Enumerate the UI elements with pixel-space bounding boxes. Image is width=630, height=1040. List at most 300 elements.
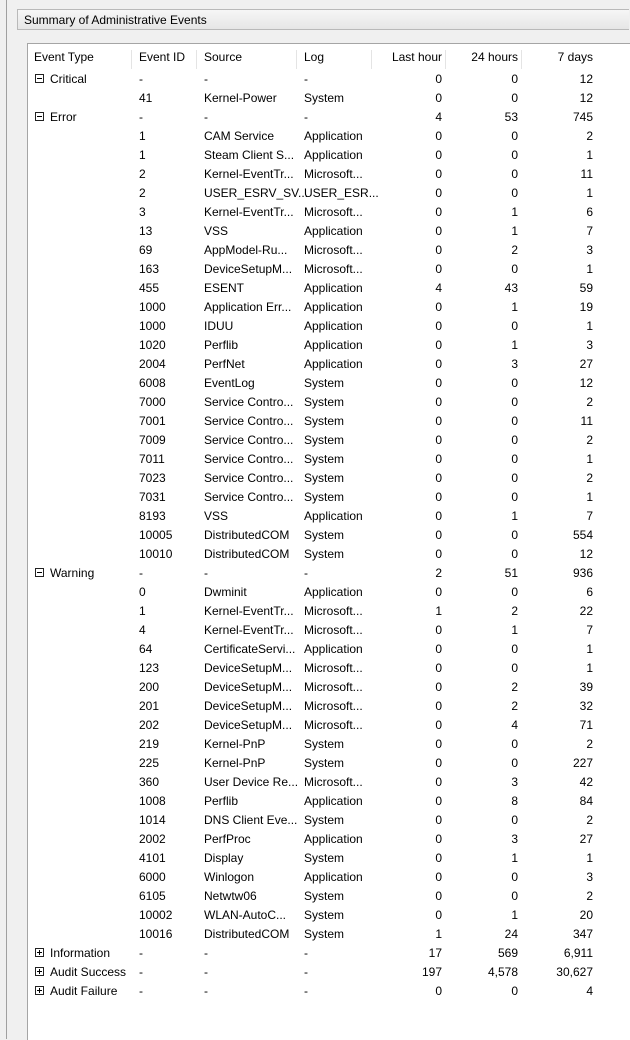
event-id-cell: 200: [139, 680, 160, 694]
column-header-last-hour[interactable]: Last hour: [372, 50, 446, 69]
table-row[interactable]: [28, 868, 630, 887]
event-id-cell: 6000: [139, 870, 166, 884]
source-cell: DeviceSetupM...: [204, 661, 293, 675]
table-row[interactable]: [28, 659, 630, 678]
last-hour-cell: 0: [435, 357, 442, 371]
group-row[interactable]: [28, 564, 630, 583]
source-cell: DNS Client Eve...: [204, 813, 298, 827]
7-days-cell: 347: [572, 927, 593, 941]
last-hour-cell: 0: [435, 680, 442, 694]
event-id-cell: -: [139, 946, 143, 960]
event-id-cell: 123: [139, 661, 160, 675]
event-type-cell: Information: [50, 946, 111, 960]
source-cell: USER_ESRV_SV...: [204, 186, 309, 200]
source-cell: -: [204, 965, 208, 979]
log-cell: System: [304, 471, 345, 485]
event-type-cell: Critical: [50, 72, 87, 86]
24-hours-cell: 0: [511, 889, 518, 903]
24-hours-cell: 0: [511, 642, 518, 656]
24-hours-cell: 0: [511, 547, 518, 561]
24-hours-cell: 0: [511, 414, 518, 428]
last-hour-cell: 0: [435, 794, 442, 808]
event-id-cell: 7000: [139, 395, 166, 409]
source-cell: Kernel-EventTr...: [204, 604, 294, 618]
table-row[interactable]: [28, 735, 630, 754]
7-days-cell: 32: [579, 699, 593, 713]
log-cell: Application: [304, 224, 363, 238]
last-hour-cell: 0: [435, 908, 442, 922]
24-hours-cell: 3: [511, 775, 518, 789]
last-hour-cell: 0: [435, 851, 442, 865]
table-row[interactable]: [28, 241, 630, 260]
event-id-cell: 2: [139, 186, 146, 200]
24-hours-cell: 0: [511, 319, 518, 333]
last-hour-cell: 0: [435, 889, 442, 903]
column-header-7-days[interactable]: 7 days: [557, 50, 593, 64]
column-header-log[interactable]: Log: [297, 50, 372, 69]
7-days-cell: 59: [579, 281, 593, 295]
7-days-cell: 7: [586, 224, 593, 238]
last-hour-cell: 0: [435, 129, 442, 143]
7-days-cell: 1: [586, 851, 593, 865]
7-days-cell: 39: [579, 680, 593, 694]
last-hour-cell: 0: [435, 205, 442, 219]
24-hours-cell: 1: [511, 509, 518, 523]
table-row[interactable]: [28, 887, 630, 906]
source-cell: Winlogon: [204, 870, 255, 884]
table-row[interactable]: [28, 849, 630, 868]
table-row[interactable]: [28, 811, 630, 830]
log-cell: System: [304, 927, 345, 941]
event-id-cell: 10016: [139, 927, 173, 941]
log-cell: Microsoft...: [304, 623, 363, 637]
7-days-cell: 2: [586, 471, 593, 485]
24-hours-cell: 0: [511, 471, 518, 485]
event-id-cell: 7001: [139, 414, 166, 428]
table-row[interactable]: [28, 222, 630, 241]
table-row[interactable]: [28, 488, 630, 507]
log-cell: -: [304, 566, 308, 580]
table-body: [28, 70, 630, 1001]
last-hour-cell: 0: [435, 832, 442, 846]
source-cell: DeviceSetupM...: [204, 262, 293, 276]
24-hours-cell: 1: [511, 908, 518, 922]
source-cell: -: [204, 946, 208, 960]
7-days-cell: 12: [579, 547, 593, 561]
source-cell: -: [204, 110, 208, 124]
24-hours-cell: 0: [511, 395, 518, 409]
7-days-cell: 6: [586, 205, 593, 219]
source-cell: Kernel-EventTr...: [204, 167, 294, 181]
24-hours-cell: 1: [511, 623, 518, 637]
event-id-cell: 0: [139, 585, 146, 599]
log-cell: Application: [304, 338, 363, 352]
log-cell: System: [304, 433, 345, 447]
source-cell: Application Err...: [204, 300, 292, 314]
source-cell: DistributedCOM: [204, 528, 290, 542]
event-id-cell: 10002: [139, 908, 173, 922]
source-cell: Dwminit: [204, 585, 247, 599]
table-row[interactable]: [28, 507, 630, 526]
event-id-cell: 64: [139, 642, 153, 656]
log-cell: System: [304, 756, 345, 770]
7-days-cell: 1: [586, 148, 593, 162]
event-id-cell: 1014: [139, 813, 166, 827]
event-id-cell: 1: [139, 129, 146, 143]
log-cell: Application: [304, 129, 363, 143]
last-hour-cell: 2: [435, 566, 442, 580]
24-hours-cell: 3: [511, 832, 518, 846]
last-hour-cell: 0: [435, 775, 442, 789]
table-row[interactable]: [28, 127, 630, 146]
table-row[interactable]: [28, 602, 630, 621]
group-row[interactable]: [28, 963, 630, 982]
table-row[interactable]: [28, 203, 630, 222]
column-header-event-id[interactable]: Event ID: [132, 50, 197, 69]
7-days-cell: 12: [579, 91, 593, 105]
source-cell: Perflib: [204, 338, 239, 352]
log-cell: -: [304, 72, 308, 86]
24-hours-cell: 1: [511, 338, 518, 352]
log-cell: Microsoft...: [304, 661, 363, 675]
source-cell: PerfNet: [204, 357, 245, 371]
last-hour-cell: 0: [435, 319, 442, 333]
expand-icon[interactable]: [35, 986, 44, 995]
table-row[interactable]: [28, 450, 630, 469]
log-cell: Microsoft...: [304, 680, 363, 694]
24-hours-cell: 0: [511, 262, 518, 276]
event-id-cell: 1: [139, 604, 146, 618]
last-hour-cell: 0: [435, 72, 442, 86]
group-row[interactable]: [28, 982, 630, 1001]
log-cell: System: [304, 395, 345, 409]
last-hour-cell: 0: [435, 623, 442, 637]
7-days-cell: 2: [586, 813, 593, 827]
table-row[interactable]: [28, 925, 630, 944]
log-cell: Microsoft...: [304, 699, 363, 713]
log-cell: Application: [304, 357, 363, 371]
source-cell: Kernel-PnP: [204, 737, 266, 751]
source-cell: EventLog: [204, 376, 255, 390]
24-hours-cell: 0: [511, 167, 518, 181]
log-cell: System: [304, 889, 345, 903]
last-hour-cell: 0: [435, 661, 442, 675]
log-cell: System: [304, 547, 345, 561]
table-row[interactable]: [28, 165, 630, 184]
event-id-cell: 4101: [139, 851, 166, 865]
table-row[interactable]: [28, 830, 630, 849]
event-id-cell: 1008: [139, 794, 166, 808]
summary-title: Summary of Administrative Events: [24, 13, 207, 27]
group-row[interactable]: [28, 944, 630, 963]
table-row[interactable]: [28, 545, 630, 564]
log-cell: System: [304, 528, 345, 542]
7-days-cell: 22: [579, 604, 593, 618]
7-days-cell: 27: [579, 832, 593, 846]
table-row[interactable]: [28, 355, 630, 374]
table-row[interactable]: [28, 393, 630, 412]
table-row[interactable]: [28, 792, 630, 811]
log-cell: System: [304, 452, 345, 466]
event-id-cell: 1000: [139, 300, 166, 314]
collapse-icon[interactable]: [35, 74, 44, 83]
event-id-cell: 1020: [139, 338, 166, 352]
7-days-cell: 11: [580, 167, 593, 181]
table-row[interactable]: [28, 431, 630, 450]
7-days-cell: 1: [586, 186, 593, 200]
table-row[interactable]: [28, 298, 630, 317]
event-id-cell: -: [139, 566, 143, 580]
table-row[interactable]: [28, 412, 630, 431]
24-hours-cell: 0: [511, 376, 518, 390]
group-row[interactable]: [28, 70, 630, 89]
summary-header-bar[interactable]: [17, 9, 629, 30]
last-hour-cell: 0: [435, 471, 442, 485]
24-hours-cell: 0: [511, 737, 518, 751]
7-days-cell: 30,627: [556, 965, 593, 979]
table-row[interactable]: [28, 621, 630, 640]
column-header-event-type[interactable]: Event Type: [28, 50, 132, 69]
table-row[interactable]: [28, 754, 630, 773]
collapse-icon[interactable]: [35, 112, 44, 121]
event-type-cell: Audit Success: [50, 965, 127, 979]
source-cell: Service Contro...: [204, 490, 294, 504]
event-id-cell: 7031: [139, 490, 166, 504]
table-row[interactable]: [28, 146, 630, 165]
7-days-cell: 7: [586, 509, 593, 523]
24-hours-cell: 0: [511, 72, 518, 86]
last-hour-cell: 0: [435, 262, 442, 276]
log-cell: Application: [304, 148, 363, 162]
log-cell: -: [304, 984, 308, 998]
event-id-cell: 225: [139, 756, 160, 770]
log-cell: System: [304, 91, 345, 105]
24-hours-cell: 0: [511, 91, 518, 105]
source-cell: AppModel-Ru...: [204, 243, 288, 257]
source-cell: User Device Re...: [204, 775, 299, 789]
last-hour-cell: 0: [435, 547, 442, 561]
log-cell: Application: [304, 319, 363, 333]
table-row[interactable]: [28, 260, 630, 279]
7-days-cell: 6: [586, 585, 593, 599]
last-hour-cell: 0: [435, 528, 442, 542]
source-cell: WLAN-AutoC...: [204, 908, 287, 922]
source-cell: Service Contro...: [204, 395, 294, 409]
24-hours-cell: 3: [511, 357, 518, 371]
table-row[interactable]: [28, 640, 630, 659]
event-id-cell: 8193: [139, 509, 166, 523]
7-days-cell: 19: [579, 300, 593, 314]
7-days-cell: 2: [586, 889, 593, 903]
last-hour-cell: 0: [435, 699, 442, 713]
24-hours-cell: 4: [511, 718, 518, 732]
table-row[interactable]: [28, 89, 630, 108]
last-hour-cell: 0: [435, 756, 442, 770]
log-cell: Application: [304, 300, 363, 314]
log-cell: -: [304, 965, 308, 979]
7-days-cell: 11: [580, 414, 593, 428]
source-cell: -: [204, 72, 208, 86]
last-hour-cell: 4: [435, 110, 442, 124]
source-cell: IDUU: [204, 319, 234, 333]
last-hour-cell: 0: [435, 737, 442, 751]
source-cell: Perflib: [204, 794, 239, 808]
table-row[interactable]: [28, 697, 630, 716]
source-cell: CertificateServi...: [204, 642, 296, 656]
log-cell: Microsoft...: [304, 604, 363, 618]
last-hour-cell: 0: [435, 300, 442, 314]
24-hours-cell: 0: [511, 129, 518, 143]
table-row[interactable]: [28, 279, 630, 298]
event-id-cell: 202: [139, 718, 160, 732]
log-cell: System: [304, 490, 345, 504]
events-table: [27, 43, 630, 1040]
event-id-cell: 10005: [139, 528, 173, 542]
last-hour-cell: 0: [435, 642, 442, 656]
7-days-cell: 3: [586, 243, 593, 257]
log-cell: Application: [304, 642, 363, 656]
source-cell: Service Contro...: [204, 471, 294, 485]
last-hour-cell: 0: [435, 91, 442, 105]
last-hour-cell: 0: [435, 414, 442, 428]
24-hours-cell: 1: [511, 300, 518, 314]
24-hours-cell: 2: [511, 699, 518, 713]
source-cell: DistributedCOM: [204, 547, 290, 561]
table-row[interactable]: [28, 317, 630, 336]
log-cell: Application: [304, 832, 363, 846]
last-hour-cell: 1: [435, 604, 442, 618]
source-cell: ESENT: [204, 281, 245, 295]
24-hours-cell: 8: [511, 794, 518, 808]
source-cell: Service Contro...: [204, 433, 294, 447]
log-cell: System: [304, 813, 345, 827]
table-row[interactable]: [28, 678, 630, 697]
source-cell: -: [204, 984, 208, 998]
event-id-cell: 455: [139, 281, 160, 295]
7-days-cell: 1: [586, 452, 593, 466]
event-id-cell: 69: [139, 243, 153, 257]
log-cell: System: [304, 376, 345, 390]
log-cell: Microsoft...: [304, 167, 363, 181]
event-id-cell: 2002: [139, 832, 166, 846]
source-cell: DeviceSetupM...: [204, 718, 293, 732]
event-id-cell: 7011: [139, 452, 165, 466]
column-header-24-hours[interactable]: 24 hours: [446, 50, 522, 69]
event-id-cell: 360: [139, 775, 160, 789]
last-hour-cell: 0: [435, 433, 442, 447]
table-row[interactable]: [28, 773, 630, 792]
24-hours-cell: 51: [504, 566, 518, 580]
source-cell: Kernel-EventTr...: [204, 623, 294, 637]
table-header: [28, 44, 630, 70]
last-hour-cell: 0: [435, 813, 442, 827]
7-days-cell: 84: [579, 794, 593, 808]
24-hours-cell: 0: [511, 452, 518, 466]
collapse-icon[interactable]: [35, 568, 44, 577]
24-hours-cell: 0: [511, 148, 518, 162]
7-days-cell: 3: [586, 338, 593, 352]
expand-icon[interactable]: [35, 967, 44, 976]
7-days-cell: 1: [586, 661, 593, 675]
log-cell: Microsoft...: [304, 262, 363, 276]
24-hours-cell: 53: [504, 110, 518, 124]
24-hours-cell: 1: [511, 224, 518, 238]
log-cell: Application: [304, 585, 363, 599]
7-days-cell: 2: [586, 433, 593, 447]
last-hour-cell: 0: [435, 186, 442, 200]
7-days-cell: 227: [572, 756, 593, 770]
7-days-cell: 6,911: [563, 946, 593, 960]
table-row[interactable]: [28, 526, 630, 545]
log-cell: Application: [304, 794, 363, 808]
table-row[interactable]: [28, 716, 630, 735]
source-cell: Steam Client S...: [204, 148, 295, 162]
7-days-cell: 3: [586, 870, 593, 884]
7-days-cell: 1: [586, 490, 593, 504]
group-row[interactable]: [28, 108, 630, 127]
24-hours-cell: 0: [511, 870, 518, 884]
7-days-cell: 1: [586, 262, 593, 276]
event-type-cell: Warning: [50, 566, 95, 580]
table-row[interactable]: [28, 583, 630, 602]
24-hours-cell: 4,578: [487, 965, 518, 979]
24-hours-cell: 43: [504, 281, 518, 295]
expand-icon[interactable]: [35, 948, 44, 957]
table-row[interactable]: [28, 374, 630, 393]
table-row[interactable]: [28, 469, 630, 488]
event-id-cell: 7023: [139, 471, 166, 485]
log-cell: Microsoft...: [304, 205, 363, 219]
last-hour-cell: 0: [435, 984, 442, 998]
7-days-cell: 12: [579, 376, 593, 390]
last-hour-cell: 0: [435, 870, 442, 884]
last-hour-cell: 0: [435, 376, 442, 390]
log-cell: USER_ESR...: [304, 186, 379, 200]
event-id-cell: -: [139, 965, 143, 979]
event-type-cell: Error: [50, 110, 77, 124]
24-hours-cell: 2: [511, 680, 518, 694]
source-cell: Kernel-Power: [204, 91, 277, 105]
log-cell: Application: [304, 281, 363, 295]
source-cell: VSS: [204, 224, 229, 238]
event-id-cell: 10010: [139, 547, 173, 561]
event-id-cell: 163: [139, 262, 160, 276]
event-id-cell: -: [139, 72, 143, 86]
event-id-cell: 7009: [139, 433, 166, 447]
table-row[interactable]: [28, 336, 630, 355]
source-cell: -: [204, 566, 208, 580]
log-cell: System: [304, 414, 345, 428]
window-left-border: [0, 0, 7, 1039]
24-hours-cell: 0: [511, 490, 518, 504]
24-hours-cell: 0: [511, 186, 518, 200]
table-row[interactable]: [28, 906, 630, 925]
event-id-cell: 2004: [139, 357, 166, 371]
event-id-cell: -: [139, 984, 143, 998]
log-cell: -: [304, 946, 308, 960]
column-header-source[interactable]: Source: [197, 50, 297, 69]
7-days-cell: 2: [586, 129, 593, 143]
table-row[interactable]: [28, 184, 630, 203]
last-hour-cell: 17: [428, 946, 442, 960]
last-hour-cell: 0: [435, 338, 442, 352]
7-days-cell: 745: [572, 110, 593, 124]
last-hour-cell: 0: [435, 509, 442, 523]
24-hours-cell: 24: [504, 927, 518, 941]
7-days-cell: 554: [572, 528, 593, 542]
last-hour-cell: 0: [435, 452, 442, 466]
event-id-cell: -: [139, 110, 143, 124]
